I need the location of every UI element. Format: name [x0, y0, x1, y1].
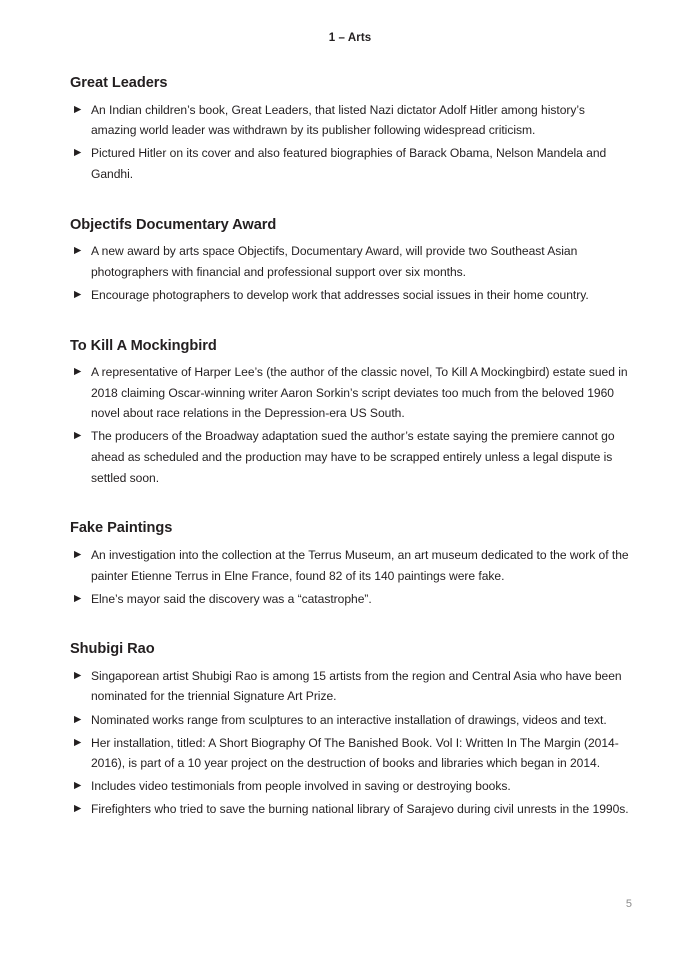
list-item-text: A new award by arts space Objectifs, Documentary Award, will provide two Southeast Asian photographers with financial and professional support over six months. [91, 244, 578, 279]
triangle-bullet-icon: ▶ [74, 548, 82, 560]
bullet-list [70, 100, 630, 185]
list-item [70, 733, 630, 774]
list-item [70, 362, 630, 424]
triangle-bullet-icon: ▶ [74, 780, 82, 792]
list-item-text: An Indian children’s book, Great Leaders, that listed Nazi dictator Adolf Hitler among history’s amazing world leader was withdrawn by its publisher following widespread criticism. [91, 102, 585, 138]
page-number: 5 [625, 898, 632, 910]
triangle-bullet-icon: ▶ [74, 103, 82, 115]
list-item [70, 799, 630, 820]
list-item [70, 143, 630, 184]
list-item-text: Firefighters who tried to save the burning national library of Sarajevo during civil unrests in the 1990s. [91, 802, 629, 817]
triangle-bullet-icon: ▶ [74, 669, 82, 681]
list-item [70, 100, 630, 141]
section-objectifs-documentary-award [70, 216, 630, 306]
section-heading: Great Leaders [70, 75, 168, 91]
list-item-text: Includes video testimonials from people involved in saving or destroying books. [91, 779, 511, 794]
section-heading: Shubigi Rao [70, 641, 155, 658]
list-item [70, 589, 630, 610]
list-item-text: Nominated works range from sculptures to an interactive installation of drawings, videos and text. [91, 712, 607, 727]
list-item-text: Encourage photographers to develop work that addresses social issues in their home country. [91, 287, 589, 302]
section-heading: Fake Paintings [70, 520, 173, 537]
list-item-text: A representative of Harper Lee’s (the author of the classic novel, To Kill A Mockingbird) estate sued in 2018 claiming Oscar-winning writer Aaron Sorkin’s script deviates too much from the beloved 1960 novel about race relations in the Depression-era US South. [91, 365, 628, 421]
list-item-text: Pictured Hitler on its cover and also featured biographies of Barack Obama, Nelson Mandela and Gandhi. [91, 146, 607, 181]
triangle-bullet-icon: ▶ [74, 147, 82, 159]
bullet-list [70, 241, 630, 305]
list-item [70, 776, 630, 797]
list-item [70, 426, 630, 488]
triangle-bullet-icon: ▶ [74, 245, 82, 257]
triangle-bullet-icon: ▶ [74, 736, 82, 748]
triangle-bullet-icon: ▶ [74, 366, 82, 378]
list-item [70, 666, 630, 707]
triangle-bullet-icon: ▶ [74, 713, 82, 725]
triangle-bullet-icon: ▶ [74, 430, 82, 442]
list-item-text: An investigation into the collection at the Terrus Museum, an art museum dedicated to the work of the painter Etienne Terrus in Elne France, found 82 of its 140 paintings were fake. [91, 547, 629, 583]
triangle-bullet-icon: ▶ [74, 288, 82, 300]
triangle-bullet-icon: ▶ [74, 803, 82, 815]
triangle-bullet-icon: ▶ [74, 592, 82, 604]
list-item [70, 285, 630, 306]
section-great-leaders [70, 74, 630, 185]
section-heading: To Kill A Mockingbird [70, 337, 217, 354]
page-header: 1 – Arts [328, 32, 372, 44]
list-item-text: The producers of the Broadway adaptation sued the author’s estate saying the premiere cannot go ahead as scheduled and the production may have to be scrapped entirely unless a legal dispute is settled soon. [91, 429, 615, 485]
section-to-kill-a-mockingbird [70, 337, 630, 489]
section-fake-paintings [70, 519, 630, 609]
list-item-text: Elne’s mayor said the discovery was a “catastrophe”. [91, 591, 372, 606]
list-item-text: Her installation, titled: A Short Biography Of The Banished Book. Vol I: Written In The Margin (2014-2016), is part of a 10 year project on the destruction of books and libraries which began in 2014. [91, 735, 619, 771]
list-item [70, 710, 630, 731]
list-item [70, 545, 630, 586]
section-heading: Objectifs Documentary Award [70, 216, 277, 233]
bullet-list [70, 362, 630, 488]
bullet-list [70, 545, 630, 609]
list-item [70, 241, 630, 282]
list-item-text: Singaporean artist Shubigi Rao is among 15 artists from the region and Central Asia who have been nominated for the triennial Signature Art Prize. [91, 668, 622, 704]
section-shubigi-rao [70, 640, 630, 820]
document-body [70, 74, 630, 820]
bullet-list [70, 666, 630, 820]
